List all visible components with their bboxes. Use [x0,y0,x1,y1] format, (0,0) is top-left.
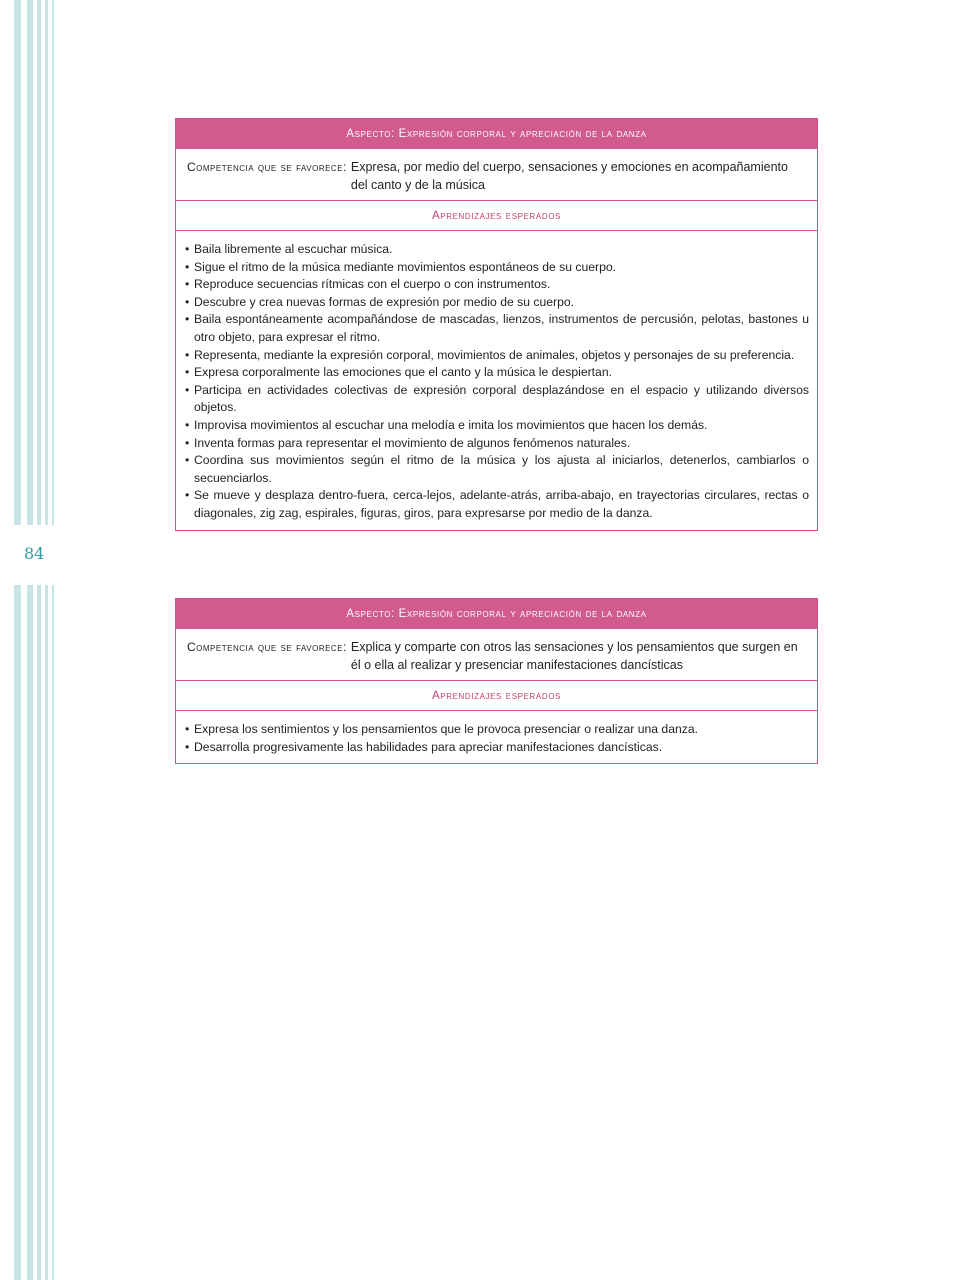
competencia-row [176,629,817,681]
aprendizajes-list [176,711,817,763]
list-item: • Descubre y crea nuevas formas de expresión por medio de su cuerpo. [185,294,809,312]
aspect-box-1 [175,118,818,531]
aspect-box-2 [175,598,818,764]
aspect-header: Aspecto: Expresión corporal y apreciación de la danza [176,119,817,149]
aprendizajes-header: Aprendizajes esperados [176,201,817,231]
list-item: • Baila espontáneamente acompañándose de mascadas, lienzos, instrumentos de percusión, pelotas, bastones u otro objeto, para expresar el ritmo. [185,311,809,346]
list-item: • Reproduce secuencias rítmicas con el cuerpo o con instrumentos. [185,276,809,294]
aprendizajes-list [176,231,817,530]
list-item: • Se mueve y desplaza dentro-fuera, cerca-lejos, adelante-atrás, arriba-abajo, en trayectorias circulares, rectas o diagonales, zig zag, espirales, figuras, giros, para expresarse por medio de la danza. [185,487,809,522]
competencia-text: Expresa, por medio del cuerpo, sensaciones y emociones en acompañamiento del canto y de la música [350,160,788,192]
competencia-text: Explica y comparte con otros las sensaciones y los pensamientos que surgen en él o ella al realizar y presenciar manifestaciones dancísticas [350,640,798,672]
list-item: • Improvisa movimientos al escuchar una melodía e imita los movimientos que hacen los demás. [185,417,809,435]
decorative-stripes-bottom [0,585,60,1280]
list-item: • Desarrolla progresivamente las habilidades para apreciar manifestaciones dancísticas. [185,739,809,757]
list-item: • Coordina sus movimientos según el ritmo de la música y los ajusta al iniciarlos, detenerlos, cambiarlos o secuenciarlos. [185,452,809,487]
list-item: • Expresa corporalmente las emociones que el canto y la música le despiertan. [185,364,809,382]
list-item: • Baila libremente al escuchar música. [185,241,809,259]
decorative-stripes-top [0,0,60,525]
list-item: • Participa en actividades colectivas de expresión corporal desplazándose en el espacio y utilizando diversos objetos. [185,382,809,417]
list-item: • Sigue el ritmo de la música mediante movimientos espontáneos de su cuerpo. [185,259,809,277]
competencia-row [176,149,817,201]
list-item: • Expresa los sentimientos y los pensamientos que le provoca presenciar o realizar una danza. [185,721,809,739]
list-item: • Inventa formas para representar el movimiento de algunos fenómenos naturales. [185,435,809,453]
aspect-header: Aspecto: Expresión corporal y apreciación de la danza [176,599,817,629]
aprendizajes-header: Aprendizajes esperados [176,681,817,711]
list-item: • Representa, mediante la expresión corporal, movimientos de animales, objetos y personajes de su preferencia. [185,347,809,365]
competencia-label: Competencia que se favorece: [187,160,347,174]
page-number: 84 [24,544,45,563]
competencia-label: Competencia que se favorece: [187,640,347,654]
